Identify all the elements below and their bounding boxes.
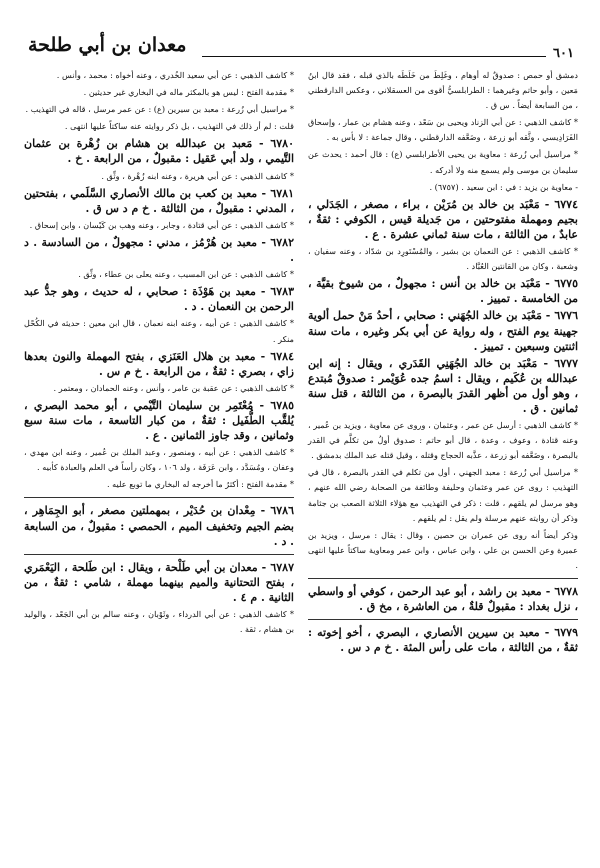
header-rule: [202, 56, 546, 57]
running-title: معدان بن أبي طلحة: [28, 34, 187, 56]
left-column-note: * مقدمة الفتح : أكثرُ ما أخرجه له البخاري ما توبع عليه .: [106, 479, 294, 490]
left-column-entry-heading: ٦٧٨١ - معبد بن كعب بن مالك الأنصاري السَّلَمي ، بفتحتين ، المدني : مقبولٌ ، من الثالثة . خ م د س ق .: [24, 186, 294, 215]
left-column-entry-heading: ٦٧٨٧ - معدان بن أبي طَلْحة ، ويقال : ابن طَلحة ، اليَعْمَري ، بفتح التحتانية والميم بينهما مهملة ، شامي : ثقةٌ ، من الثانية . م ٤ .: [24, 560, 294, 604]
page-header: [26, 28, 576, 62]
left-column-note: * كاشف الذهبي : عن أبي قتادة ، وجابر ، وعنه وهب بن كَيْسان ، وابن إسحاق .: [29, 219, 294, 230]
entry-divider: [24, 554, 294, 555]
right-column-note: * كاشف الذهبي : عن النعمان بن بشير ، والمُسْتَورِد بن شدّاد ، وعنه سفيان ، وشعبة ، وكان من القانتين العُبَّاد .: [308, 246, 578, 272]
right-column-entry-heading: ٦٧٧٤ - مَعْبَد بن خالد بن مُرَيْن ، براء ، مصغر ، الجَدَلي ، بجيم ومهملة مفتوحتين ، من جَديلة قيس ، الكوفي : ثقةٌ ، عابدٌ ، من الثالثة ، مات سنة ثماني عشرة . ع .: [308, 197, 578, 241]
left-column-note: * مقدمة الفتح : ليس هو بالمكثر ماله في البخاري غير حديثين .: [83, 87, 294, 98]
left-column-entry-heading: ٦٧٨٥ - مُعْتَمِر بن سليمان التَّيْمي ، أبو محمد البصري ، يُلقَّب الطُّفَيل : ثقةٌ ، من كبار التاسعة ، مات سنة سبع وثمانين ، وقد جاوز الثمانين . ع .: [24, 398, 294, 443]
left-column-note: * كاشف الذهبي : عن أبي هريرة ، وعنه ابنه زُهْرة ، وثِّق .: [101, 170, 294, 181]
left-column-entry-heading: ٦٧٨٢ - معبد بن هُرْمُز ، مدني : مجهولٌ ، من السادسة . د .: [24, 235, 294, 265]
entry-divider: [308, 619, 578, 620]
entry-divider: [24, 497, 294, 498]
right-column: [308, 68, 578, 657]
right-column-note: - معاوية بن يزيد : في : ابن سعيد . (٦٧٥٧) .: [429, 181, 578, 192]
left-column-note: * كاشف الذهبي : عن أبيه ، وعنه ابنه نعمان ، قال ابن معين : حديثه في الكُحْل منكر .: [24, 318, 294, 344]
left-column-note: * كاشف الذهبي : عن عقبة بن عامر ، وأنس ، وعنه الحمادان ، ومعتمر .: [53, 382, 294, 393]
left-column-entry-heading: ٦٧٨٦ - مِعْدان بن حُدَيْر ، بمهملتين مصغر ، أبو الجِمَاهِر ، بضم الجيم وتخفيف الميم ، الحمصي : مقبولٌ ، من السابعة . د .: [24, 504, 294, 548]
right-column-note: دمشق أو حمص : صدوقٌ له أوهام ، وغَلِطَ من خَلَطَه بالذي قبله ، فقد قال ابنُ مَعين ، وأبو حاتم وغيرهما : الطرابلسيُّ أقوى من العسقلاني ، وعكس الدارقطني ، من السابعة أيضاً . س ق .: [308, 70, 578, 111]
right-column-entry-heading: ٦٧٧٧ - مَعْبَد بن خالد الجُهَنِي القَدَري ، ويقال : إنه ابن عبدالله بن عُكَيم ، ويقال : اسمُ جده عُوَيْمر : صدوقٌ مُبتدع ، وهو أول من أظهر القدرَ بالبصرة ، من الثالثة ، قتل سنة ثمانين . ق .: [308, 356, 578, 415]
left-column-note: * كاشف الذهبي : عن أبي سعيد الخُدري ، وعنه أخواه : محمد ، وأنس .: [56, 70, 294, 80]
left-column: [24, 68, 294, 639]
right-column-note: * كاشف الذهبي : أرسل عن عمر ، وعثمان ، وروى عن معاوية ، ويزيد بن عُمير ، وعنه قتادة ، وعوف ، وعدة ، قال أبو حاتم : صدوق أولُ من تكلَّم في القدر بالبصرة ، وضَعَّفه أبو زرعة ، عذَّبه الحجاج وقتله ، وقيل قتله عبد الملك بدمشق .: [308, 420, 578, 461]
right-column-note: * كاشف الذهبي : عن أبي الزناد ويحيى بن سَعْد ، وعنه هشام بن عمار ، وإسحاق الفَرَادِيسي ، وثَّقه أبو زرعة ، وضَعَّفه الدارقطني ، وقال جماعة : لا بأس به .: [308, 117, 578, 143]
left-column-note: * كاشف الذهبي : عن أبيه ، ومنصور ، وعبد الملك بن عُمير ، وعنه ابن مهدي ، وعفان ، ومُسَدَّد ، وابن عَرَفَة ، ولد ١٠٦ ، وكان رأساً في العلم والعبادة كأبيه .: [24, 447, 294, 473]
right-column-entry-heading: ٦٧٧٩ - معبد بن سيرين الأنصاري ، البصري ، أخو إخوته : ثقةٌ ، من الثالثة ، مات على رأس المئة . خ م د س .: [308, 626, 578, 655]
left-column-note: قلت : لم أر ذلك في التهذيب ، بل ذكر روايته عنه ساكتاً عليها انتهى .: [64, 121, 294, 132]
left-column-note: * كاشف الذهبي : عن أبي الدرداء ، وثَوْبان ، وعنه سالم بن أبي الجَعْد ، والوليد بن هشام ، ثقة .: [24, 609, 294, 635]
entry-divider: [308, 578, 578, 579]
left-column-note: * مراسيل أبي زُرعة : معبد بن سيرين (ع) : عن عمر مرسل ، قاله في التهذيب .: [25, 104, 294, 115]
right-column-note: * مراسيل أبي زُرعة : معاوية بن يحيى الأطرابلسي (ع) : قال أحمد : يحدث عن سليمان بن موسى ولم يسمع منه ولا أدركه .: [308, 149, 578, 175]
right-column-note: * مراسيل أبي زُرعة : معبد الجهني ، أول من تكلم في القدر بالبصرة ، قال في التهذيب : روى عن عمر وعثمان وحليفة وطائفة من الصحابة رضي الله عنهم ، وهو مرسل لم يلقهم ، قلت : ذكر في التهذيب مع هؤلاء الثلاثة الصعب بن جثامة وذكر أن روايته عنهم مرسلة ولم يقل : لم يلقهم .: [308, 467, 578, 523]
right-column-entry-heading: ٦٧٧٥ - مَعْبَد بن خالد بن أنس : مجهولٌ ، من شيوخ بقيَّة ، من الخامسة . تمييز .: [308, 277, 578, 306]
right-column-entry-heading: ٦٧٧٦ - مَعْبَد بن خالد الجُهَني : صحابي ، أحدُ مَنْ حمل ألوية جهينة يوم الفتح ، وله رواية عن أبي بكر وغيره ، مات سنة اثنتين وسبعين . تمييز .: [308, 309, 578, 353]
left-column-note: * كاشف الذهبي : عن ابن المسيب ، وعنه يعلى بن عطاء ، وثِّق .: [78, 269, 294, 280]
right-column-note: وذكر أيضاً أنه روى عن عمران بن حصين ، وقال : يقال : مرسل ، ويزيد بن عميرة وعن الحسن بن علي ، وابن عباس ، وابن عمر ومعاوية ساكتاً عليها انتهى .: [308, 529, 578, 570]
left-column-entry-heading: ٦٧٨٠ - مَعبد بن عبدالله بن هشام بن زُهْرة بن عثمان التَّيمي ، ولد أبي عَقيل : مقبولٌ ، من الرابعة . خ .: [24, 137, 294, 166]
left-column-entry-heading: ٦٧٨٣ - معبد بن هَوْذَة : صحابي ، له حديث ، وهو جدُّ عبد الرحمن بن النعمان . د .: [24, 285, 294, 314]
page-number: ٦٠١: [553, 46, 574, 61]
left-column-entry-heading: ٦٧٨٤ - معبد بن هلال العَنَزي ، بفتح المهملة والنون بعدها زاي ، بصري : ثقةٌ ، من الرابعة . خ م س .: [24, 349, 294, 378]
right-column-entry-heading: ٦٧٧٨ - معبد بن راشد ، أبو عبد الرحمن ، كوفي أو واسطي ، نزل بغداد : مقبولٌ قلةٌ ، من العاشرة ، مخ ق .: [308, 585, 578, 614]
